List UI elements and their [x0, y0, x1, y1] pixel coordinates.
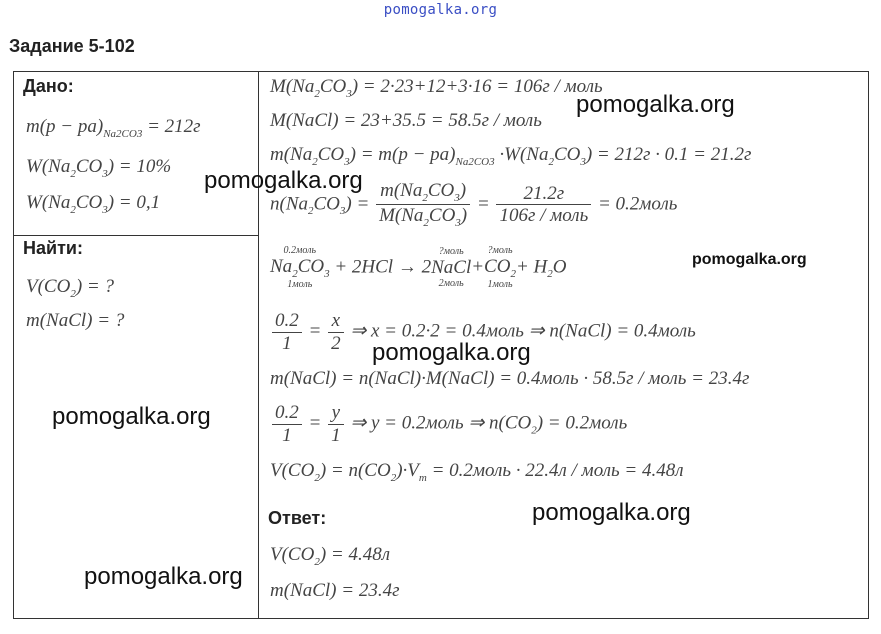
find-line-2: m(NaCl) = ? — [26, 310, 125, 331]
watermark: pomogalka.org — [532, 499, 691, 526]
solution-line-1: $M(Na_2CO_3) = 2\cdot 23+12+3\cdot 16 = 106г$ / моль — [270, 76, 603, 100]
reaction-equation: 0.2моль $Na_2CO_3$ 1моль + 2HCl → 2 ?моль NaCl 2моль + ?моль $CO_2$ 1моль + $H_2O$ — [270, 245, 567, 290]
watermark: pomogalka.org — [84, 563, 243, 590]
solution-line-6: $\frac{0.2}{1}$ = $\frac{x}{2}$ ⇒ x = 0.2·2 = 0.4моль ⇒ n(NaCl) = 0.4моль — [270, 310, 696, 355]
watermark: pomogalka.org — [52, 403, 211, 430]
watermark: pomogalka.org — [576, 91, 735, 118]
site-link[interactable]: pomogalka.org — [383, 2, 498, 18]
solution-line-7: m(NaCl) = n(NaCl)·M(NaCl) = 0.4моль · 58.5г / моль = 23.4г — [270, 368, 750, 389]
row-divider — [14, 235, 258, 236]
solution-line-4: $n(Na_2CO_3)$ = $\frac{m(Na_2CO_3)}{M(Na_2CO_3)}$ = $\frac{21.2г}{\text{106г / моль}}$ = 0.2моль — [270, 180, 678, 230]
watermark: pomogalka.org — [372, 339, 531, 366]
find-heading: Найти: — [23, 238, 83, 258]
answer-heading: Ответ: — [268, 508, 327, 528]
find-line-1: $V(CO_2)$ = ? — [26, 276, 114, 300]
answer-line-2: m(NaCl) = 23.4г — [270, 580, 400, 601]
solution-line-3: $m(Na_2CO_3) = m(p - pa)_{Na2CO3} \cdot W(Na_2CO_3) = 212г \cdot 0.1 = 21.2г$ — [270, 144, 752, 168]
solution-line-2: M(NaCl) = 23+35.5 = 58.5г / моль — [270, 110, 542, 131]
task-title: Задание 5-102 — [9, 36, 135, 56]
answer-line-1: $V(CO_2) = 4.48л$ — [270, 544, 391, 568]
given-line-2: $W(Na_2CO_3) = 10\%$ — [26, 156, 172, 180]
column-divider — [258, 72, 259, 618]
given-line-1: $m(р - ра)_{Na2CO3} = 212г$ — [26, 116, 201, 140]
watermark: pomogalka.org — [692, 251, 807, 268]
watermark: pomogalka.org — [204, 167, 363, 194]
given-heading: Дано: — [23, 76, 74, 96]
given-line-3: $W(Na_2CO_3) = 0,1$ — [26, 192, 161, 216]
solution-line-8: $\frac{0.2}{1}$ = $\frac{y}{1}$ ⇒ y = 0.2моль ⇒ $n(CO_2)$ = 0.2моль — [270, 402, 627, 447]
solution-line-9: $V(CO_2) = n(CO_2)\cdot V_m$ = 0.2моль · 22.4л / моль = 4.48л — [270, 460, 684, 484]
